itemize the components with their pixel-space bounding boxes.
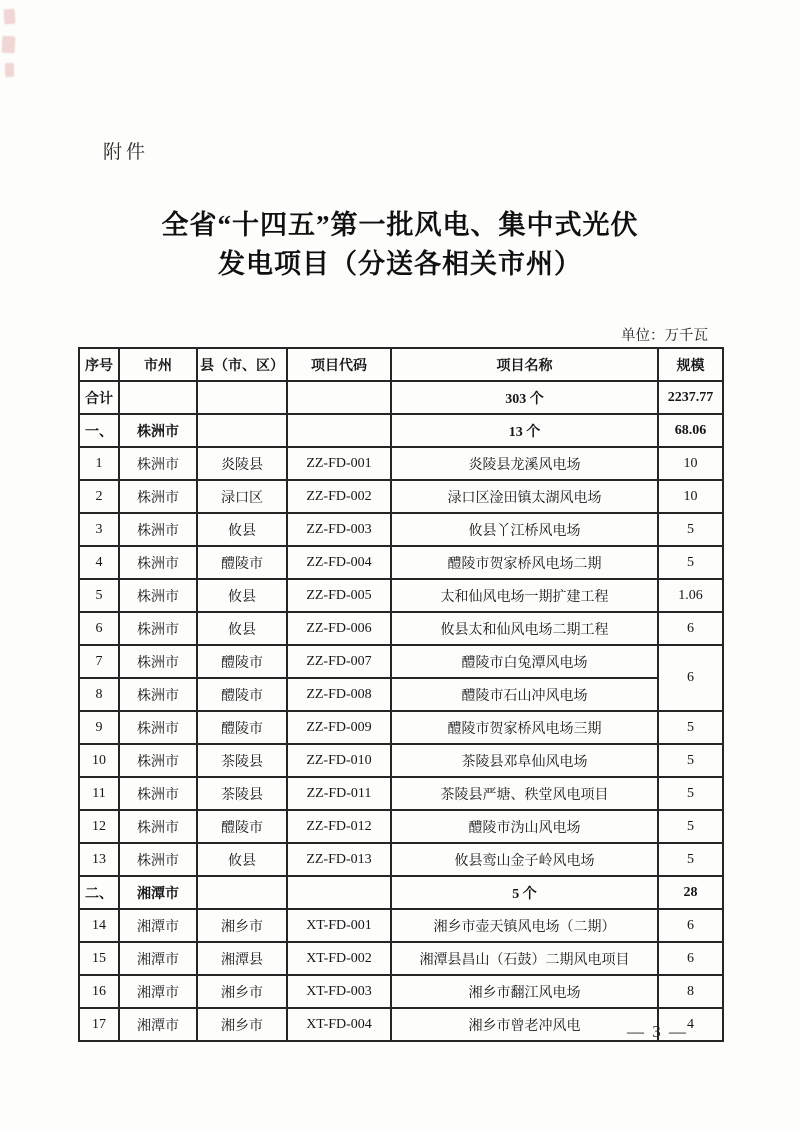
seq-cell: 17: [79, 1008, 119, 1041]
name-cell: 醴陵市沩山风电场: [391, 810, 658, 843]
seq-cell: 8: [79, 678, 119, 711]
city-cell: 株洲市: [119, 777, 197, 810]
seq-cell: 4: [79, 546, 119, 579]
name-cell: 5 个: [391, 876, 658, 909]
name-cell: 攸县太和仙风电场二期工程: [391, 612, 658, 645]
red-seal-artifact: [2, 36, 16, 54]
table-row: [79, 744, 723, 777]
code-cell: ZZ-FD-003: [287, 513, 391, 546]
seq-cell: 2: [79, 480, 119, 513]
code-cell: ZZ-FD-009: [287, 711, 391, 744]
seq-cell: 6: [79, 612, 119, 645]
city-cell: 湘潭市: [119, 876, 197, 909]
code-cell: ZZ-FD-012: [287, 810, 391, 843]
county-cell: 攸县: [197, 513, 287, 546]
scale-cell: 5: [658, 810, 723, 843]
name-cell: 303 个: [391, 381, 658, 414]
scale-cell: 68.06: [658, 414, 723, 447]
name-cell: 渌口区淦田镇太湖风电场: [391, 480, 658, 513]
scale-cell: 5: [658, 744, 723, 777]
name-cell: 13 个: [391, 414, 658, 447]
table-row: [79, 843, 723, 876]
table-row: [79, 645, 723, 678]
city-cell: 株洲市: [119, 546, 197, 579]
table-row: [79, 447, 723, 480]
table-row: [79, 909, 723, 942]
name-cell: 茶陵县严塘、秩堂风电项目: [391, 777, 658, 810]
table-row-section: [79, 876, 723, 909]
county-cell: [197, 414, 287, 447]
name-cell: 湘乡市壶天镇风电场（二期）: [391, 909, 658, 942]
city-cell: 株洲市: [119, 645, 197, 678]
city-cell: 株洲市: [119, 744, 197, 777]
page-title: [0, 206, 800, 284]
county-cell: 炎陵县: [197, 447, 287, 480]
seq-cell: 16: [79, 975, 119, 1008]
county-cell: 醴陵市: [197, 546, 287, 579]
header-code: 项目代码: [287, 348, 391, 381]
county-cell: 攸县: [197, 579, 287, 612]
county-cell: 茶陵县: [197, 744, 287, 777]
city-cell: 株洲市: [119, 447, 197, 480]
name-cell: 湘乡市曾老冲风电: [391, 1008, 658, 1041]
code-cell: [287, 876, 391, 909]
scale-cell: 4: [658, 1008, 723, 1041]
city-cell: 株洲市: [119, 711, 197, 744]
page-title-line1: 全省“十四五”第一批风电、集中式光伏: [161, 210, 639, 240]
red-seal-artifact: [5, 63, 14, 77]
code-cell: XT-FD-002: [287, 942, 391, 975]
scale-cell: 5: [658, 777, 723, 810]
county-cell: 湘乡市: [197, 1008, 287, 1041]
name-cell: 茶陵县邓阜仙风电场: [391, 744, 658, 777]
scale-cell: 10: [658, 447, 723, 480]
seq-cell: 15: [79, 942, 119, 975]
scale-cell: 8: [658, 975, 723, 1008]
seq-cell: 13: [79, 843, 119, 876]
code-cell: ZZ-FD-001: [287, 447, 391, 480]
scale-cell: 5: [658, 843, 723, 876]
county-cell: 攸县: [197, 843, 287, 876]
red-seal-artifact: [3, 9, 15, 25]
seq-cell: 12: [79, 810, 119, 843]
code-cell: ZZ-FD-006: [287, 612, 391, 645]
page-title-line2: 发电项目（分送各相关市州）: [218, 249, 582, 279]
table-row: [79, 678, 723, 711]
attachment-label: 附件: [103, 142, 150, 163]
table-header-row: [79, 348, 723, 381]
name-cell: 攸县丫江桥风电场: [391, 513, 658, 546]
table-row: [79, 711, 723, 744]
header-seq: 序号: [79, 348, 119, 381]
county-cell: 渌口区: [197, 480, 287, 513]
name-cell: 醴陵市白兔潭风电场: [391, 645, 658, 678]
table-row-section: [79, 414, 723, 447]
code-cell: ZZ-FD-002: [287, 480, 391, 513]
city-cell: 株洲市: [119, 612, 197, 645]
scale-cell: 5: [658, 513, 723, 546]
table-row: [79, 612, 723, 645]
table-row: [79, 942, 723, 975]
scale-cell: 6: [658, 942, 723, 975]
county-cell: 茶陵县: [197, 777, 287, 810]
header-name: 项目名称: [391, 348, 658, 381]
scale-cell-merged: 6: [658, 645, 723, 711]
code-cell: ZZ-FD-007: [287, 645, 391, 678]
seq-cell: 11: [79, 777, 119, 810]
scale-cell: 10: [658, 480, 723, 513]
scale-cell: 1.06: [658, 579, 723, 612]
header-county: 县（市、区）: [197, 348, 287, 381]
city-cell: 株洲市: [119, 414, 197, 447]
seq-cell: 7: [79, 645, 119, 678]
code-cell: XT-FD-003: [287, 975, 391, 1008]
city-cell: 株洲市: [119, 810, 197, 843]
code-cell: XT-FD-001: [287, 909, 391, 942]
county-cell: [197, 381, 287, 414]
county-cell: 湘潭县: [197, 942, 287, 975]
county-cell: 醴陵市: [197, 678, 287, 711]
scale-cell: 6: [658, 612, 723, 645]
table-row: [79, 777, 723, 810]
code-cell: ZZ-FD-005: [287, 579, 391, 612]
city-cell: 湘潭市: [119, 975, 197, 1008]
seq-cell: 二、: [79, 876, 119, 909]
seq-cell: 1: [79, 447, 119, 480]
seq-cell: 14: [79, 909, 119, 942]
table-row: [79, 810, 723, 843]
name-cell: 湘乡市翻江风电场: [391, 975, 658, 1008]
name-cell: 醴陵市石山冲风电场: [391, 678, 658, 711]
table-row: [79, 546, 723, 579]
seq-cell: 9: [79, 711, 119, 744]
code-cell: ZZ-FD-010: [287, 744, 391, 777]
name-cell: 攸县鸾山金子岭风电场: [391, 843, 658, 876]
name-cell: 湘潭县昌山（石鼓）二期风电项目: [391, 942, 658, 975]
name-cell: 醴陵市贺家桥风电场三期: [391, 711, 658, 744]
scale-cell: 5: [658, 711, 723, 744]
county-cell: [197, 876, 287, 909]
page-number: — 3 —: [627, 1022, 688, 1041]
city-cell: 株洲市: [119, 843, 197, 876]
code-cell: ZZ-FD-011: [287, 777, 391, 810]
code-cell: XT-FD-004: [287, 1008, 391, 1041]
city-cell: 湘潭市: [119, 1008, 197, 1041]
code-cell: [287, 414, 391, 447]
name-cell: 太和仙风电场一期扩建工程: [391, 579, 658, 612]
county-cell: 湘乡市: [197, 975, 287, 1008]
unit-note: 单位：万千瓦: [621, 328, 708, 344]
county-cell: 醴陵市: [197, 810, 287, 843]
table-row: [79, 513, 723, 546]
city-cell: 株洲市: [119, 480, 197, 513]
projects-table: [78, 347, 724, 1042]
code-cell: [287, 381, 391, 414]
city-cell: [119, 381, 197, 414]
city-cell: 株洲市: [119, 579, 197, 612]
county-cell: 湘乡市: [197, 909, 287, 942]
city-cell: 株洲市: [119, 513, 197, 546]
scale-cell: 5: [658, 546, 723, 579]
city-cell: 株洲市: [119, 678, 197, 711]
table-row: [79, 975, 723, 1008]
scale-cell: 2237.77: [658, 381, 723, 414]
code-cell: ZZ-FD-008: [287, 678, 391, 711]
header-city: 市州: [119, 348, 197, 381]
county-cell: 攸县: [197, 612, 287, 645]
scale-cell: 28: [658, 876, 723, 909]
table-row: [79, 579, 723, 612]
city-cell: 湘潭市: [119, 909, 197, 942]
seq-cell: 5: [79, 579, 119, 612]
name-cell: 醴陵市贺家桥风电场二期: [391, 546, 658, 579]
seq-cell: 一、: [79, 414, 119, 447]
county-cell: 醴陵市: [197, 711, 287, 744]
seq-cell: 合计: [79, 381, 119, 414]
table-row: [79, 480, 723, 513]
city-cell: 湘潭市: [119, 942, 197, 975]
seq-cell: 10: [79, 744, 119, 777]
county-cell: 醴陵市: [197, 645, 287, 678]
scale-cell: 6: [658, 909, 723, 942]
seq-cell: 3: [79, 513, 119, 546]
name-cell: 炎陵县龙溪风电场: [391, 447, 658, 480]
table-row-total: [79, 381, 723, 414]
code-cell: ZZ-FD-004: [287, 546, 391, 579]
header-scale: 规模: [658, 348, 723, 381]
code-cell: ZZ-FD-013: [287, 843, 391, 876]
